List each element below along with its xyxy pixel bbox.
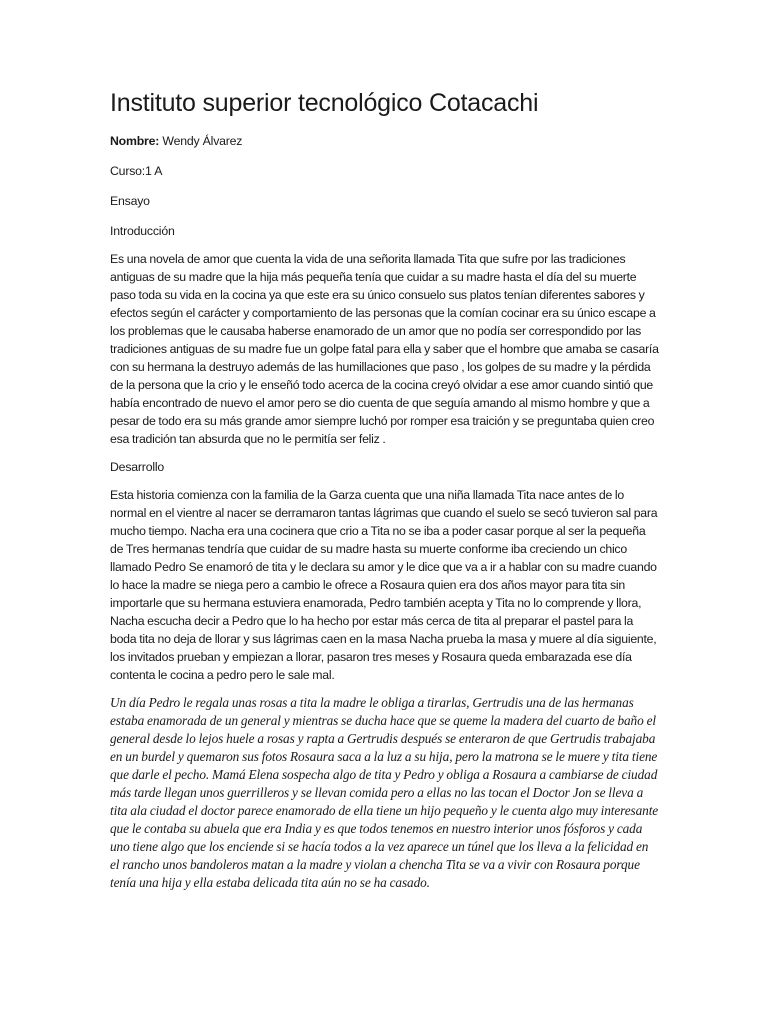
name-label: Nombre: [110, 134, 160, 148]
development-heading: Desarrollo [110, 460, 165, 474]
intro-heading: Introducción [110, 224, 175, 238]
student-name-line [110, 132, 660, 150]
intro-paragraph: Es una novela de amor que cuenta la vida de una señorita llamada Tita que sufre por las tradiciones antiguas de su madre que la hija más pequeña tenía que cuidar a su madre hasta el día del su muerte paso toda su vida en la cocina ya que este era su único consuelo sus platos tenían diferentes sabores y efectos según el carácter y comportamiento de las personas que la comían cocinar era su único escape a los problemas que le causaba haberse enamorado de un amor que no podía ser correspondido por las tradiciones antiguas de su madre fue un golpe fatal para ella y saber que el hombre que amaba se casaría con su hermana la destruyo además de las humillaciones que paso , los golpes de su madre y la pérdida de la persona que la crio y le enseñó todo acerca de la cocina creyó olvidar a ese amor cuando sintió que había encontrado de nuevo el amor pero se dio cuenta de que seguía amando al mismo hombre y que a pesar de todo era su más grande amor siempre luchó por romper esa traición y se preguntaba quien creo esa tradición tan absurda que no le permitía ser feliz . [110, 252, 659, 446]
development-paragraph: Esta historia comienza con la familia de la Garza cuenta que una niña llamada Tita nace antes de lo normal en el vientre al nacer se derramaron tantas lágrimas que cuando el suelo se secó tuvieron sal para mucho tiempo. Nacha era una cocinera que crio a Tita no se iba a poder casar porque al ser la pequeña de Tres hermanas tendría que cuidar de su madre hasta su muerte conforme iba creciendo un chico llamado Pedro Se enamoró de tita y le declara su amor y le dice que va a ir a hablar con su madre cuando lo hace la madre se niega pero a cambio le ofrece a Rosaura quien era dos años mayor para tita sin importarle que su hermana estuviera enamorada, Pedro también acepta y Tita no lo comprende y llora, Nacha escucha decir a Pedro que lo ha hecho por estar más cerca de tita al preparar el pastel para la boda tita no deja de llorar y sus lágrimas caen en la masa Nacha prueba la masa y muere al día siguiente, los invitados prueban y empiezan a llorar, pasaron tres meses y Rosaura queda embarazada ese día contenta le cocina a pedro pero le sale mal. [110, 488, 658, 682]
essay-label: Ensayo [110, 194, 150, 208]
course-line: Curso:1 A [110, 164, 163, 178]
document-page [110, 86, 660, 902]
document-title: Instituto superior tecnológico Cotacachi [110, 89, 539, 117]
name-value: Wendy Álvarez [159, 134, 243, 148]
italic-paragraph: Un día Pedro le regala unas rosas a tita la madre le obliga a tirarlas, Gertrudis una de las hermanas estaba enamorada de un general y mientras se ducha hace que se queme la madera del cuarto de baño el general desde lo lejos huele a rosas y rapta a Gertrudis después se enteraron de que Gertrudis trabajaba en un burdel y quemaron sus fotos Rosaura saca a la luz a su hija, pero la matrona se le muere y tita tiene que darle el pecho. Mamá Elena sospecha algo de tita y Pedro y obliga a Rosaura a cambiarse de ciudad más tarde llegan unos guerrilleros y se llevan comida pero a ellas no las tocan el Doctor Jon se lleva a tita ala ciudad el doctor parece enamorado de ella tiene un hijo pequeño y le cuenta algo muy interesante que le contaba su abuela que era India y es que todos tenemos en nuestro interior unos fósforos y cada uno tiene algo que los enciende si se hacía todos a la vez aparece un túnel que los lleva a la felicidad en el rancho unos bandoleros matan a la madre y violan a chencha Tita se va a vivir con Rosaura porque tenía una hija y ella estaba delicada tita aún no se ha casado. [110, 695, 659, 890]
